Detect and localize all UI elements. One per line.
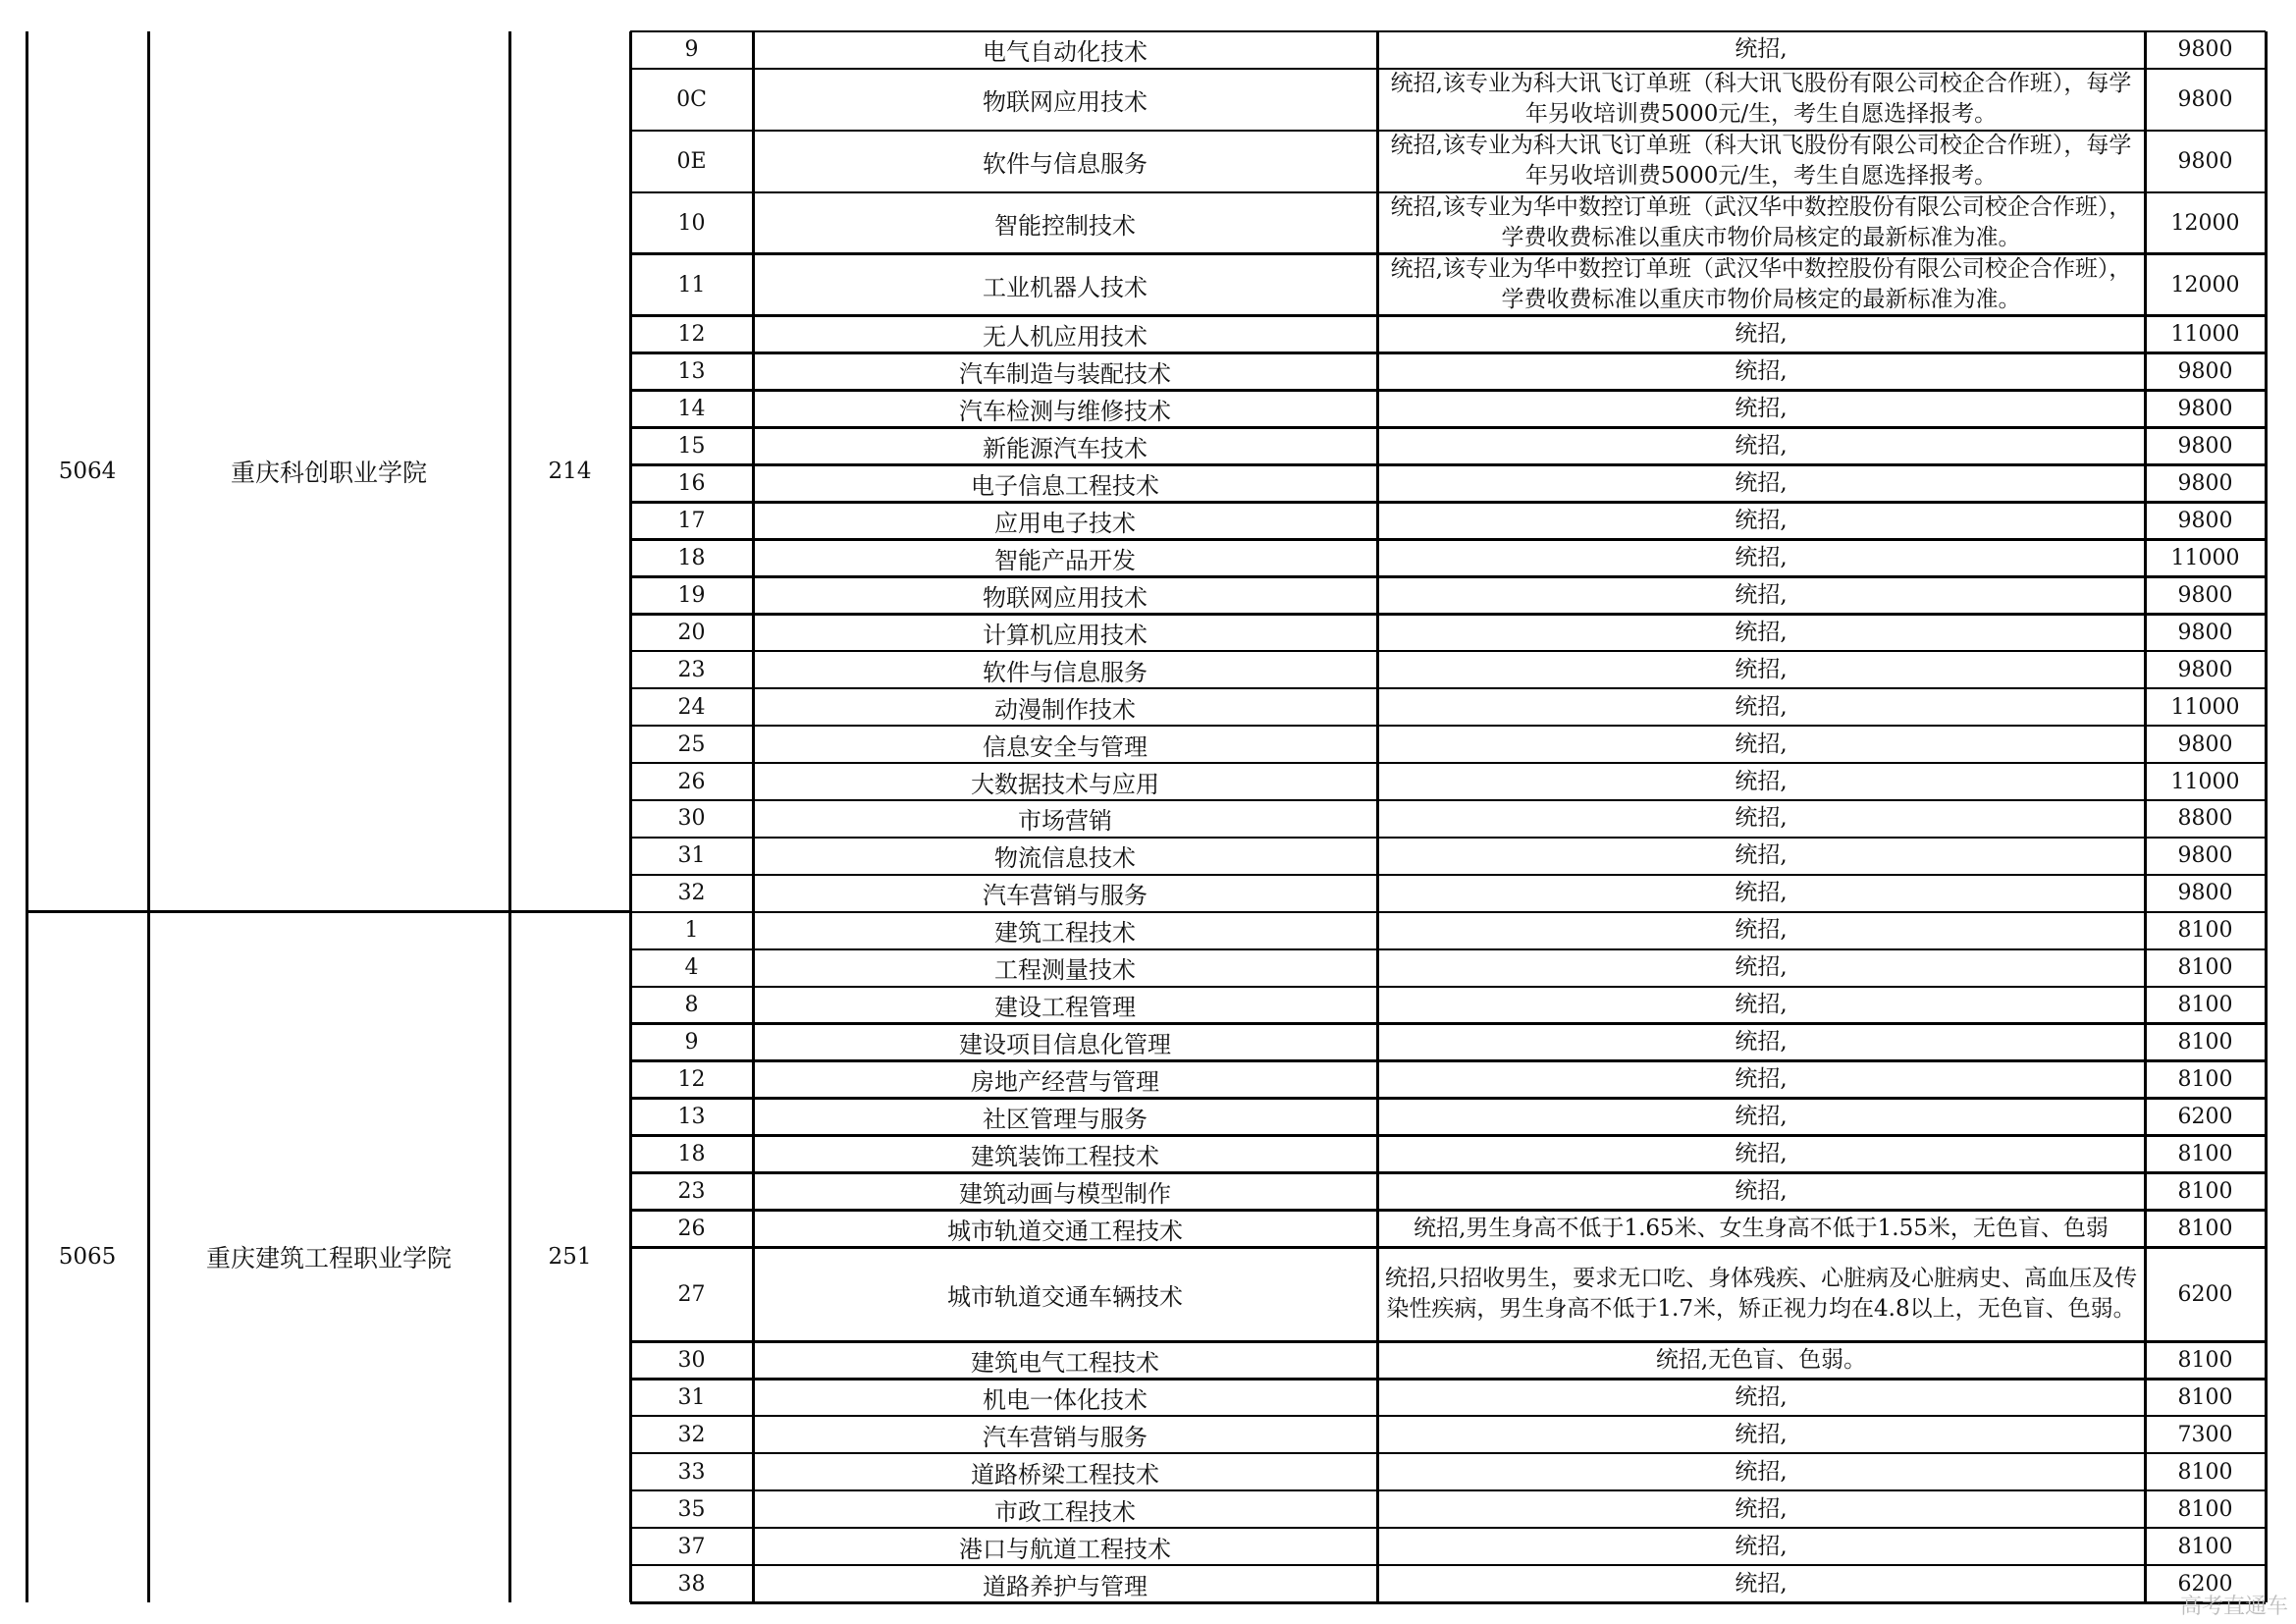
major-code: 25 — [677, 731, 706, 757]
tuition-fee: 11000 — [2170, 694, 2240, 720]
major-name: 市场营销 — [1018, 807, 1112, 836]
remark: 统招, — [1735, 805, 1788, 832]
tuition-fee: 9800 — [2177, 37, 2233, 63]
remark: 统招, — [1735, 1495, 1788, 1522]
major-code: 23 — [677, 657, 706, 682]
major-name: 软件与信息服务 — [983, 149, 1148, 178]
tuition-fee: 8100 — [2177, 918, 2233, 944]
remark: 统招,只招收男生，要求无口吃、身体残疾、心脏病及心脏病史、高血压及传染性疾病，男生身高不低于1.7米，矫正视力均在4.8以上，无色盲、色弱。 — [1384, 1266, 2138, 1323]
tuition-fee: 12000 — [2170, 272, 2240, 298]
tuition-fee: 8100 — [2177, 1216, 2233, 1241]
tuition-fee: 9800 — [2177, 881, 2233, 906]
major-name: 房地产经营与管理 — [971, 1068, 1159, 1097]
major-code: 13 — [677, 359, 706, 385]
major-code: 30 — [677, 1347, 706, 1373]
remark: 统招,该专业为华中数控订单班（武汉华中数控股份有限公司校企合作班），学费收费标准以重庆市物价局核定的最新标准为准。 — [1390, 194, 2132, 251]
major-code: 18 — [677, 1142, 706, 1167]
major-name: 电气自动化技术 — [983, 38, 1148, 67]
tuition-fee: 9800 — [2177, 508, 2233, 533]
major-code: 12 — [677, 1067, 706, 1093]
tuition-fee: 6200 — [2177, 1571, 2233, 1597]
tuition-fee: 11000 — [2170, 322, 2240, 348]
major-code: 1 — [684, 918, 699, 944]
tuition-fee: 8100 — [2177, 1030, 2233, 1056]
major-name: 道路桥梁工程技术 — [971, 1460, 1159, 1489]
remark: 统招,无色盲、色弱。 — [1655, 1346, 1867, 1373]
major-code: 32 — [677, 881, 706, 906]
major-code: 13 — [677, 1105, 706, 1130]
major-code: 9 — [684, 37, 699, 63]
school-code: 5064 — [58, 459, 117, 485]
major-name: 汽车制造与装配技术 — [959, 360, 1171, 389]
major-code: 32 — [677, 1422, 706, 1447]
plan-count: 214 — [548, 459, 592, 485]
major-code: 8 — [684, 993, 699, 1018]
watermark: 高考直通车 — [2179, 1595, 2288, 1619]
tuition-fee: 9800 — [2177, 731, 2233, 757]
remark: 统招, — [1735, 619, 1788, 645]
tuition-fee: 9800 — [2177, 148, 2233, 174]
major-name: 电子信息工程技术 — [971, 471, 1159, 500]
major-name: 建筑动画与模型制作 — [959, 1180, 1171, 1209]
tuition-fee: 9800 — [2177, 470, 2233, 496]
major-code: 18 — [677, 545, 706, 570]
school-name: 重庆建筑工程职业学院 — [205, 1244, 452, 1273]
major-code: 33 — [677, 1459, 706, 1485]
remark: 统招, — [1735, 1104, 1788, 1130]
tuition-fee: 8100 — [2177, 1347, 2233, 1373]
remark: 统招,男生身高不低于1.65米、女生身高不低于1.55米，无色盲、色弱 — [1414, 1215, 2109, 1241]
major-code: 20 — [677, 620, 706, 645]
remark: 统招, — [1735, 1178, 1788, 1205]
major-code: 24 — [677, 694, 706, 720]
major-name: 汽车营销与服务 — [983, 882, 1148, 910]
major-name: 机电一体化技术 — [983, 1385, 1148, 1414]
major-name: 物联网应用技术 — [983, 87, 1148, 116]
major-name: 动漫制作技术 — [994, 695, 1136, 724]
major-code: 4 — [684, 955, 699, 981]
remark: 统招, — [1735, 358, 1788, 385]
major-name: 汽车营销与服务 — [983, 1423, 1148, 1451]
remark: 统招, — [1735, 1029, 1788, 1056]
tuition-fee: 9800 — [2177, 582, 2233, 608]
remark: 统招, — [1735, 469, 1788, 496]
major-code: 14 — [677, 397, 706, 421]
major-code: 31 — [677, 843, 706, 869]
major-name: 城市轨道交通工程技术 — [947, 1217, 1183, 1245]
remark: 统招, — [1735, 1383, 1788, 1410]
major-name: 软件与信息服务 — [983, 658, 1148, 686]
major-code: 19 — [677, 582, 706, 608]
tuition-fee: 6200 — [2177, 1281, 2233, 1307]
major-name: 建设工程管理 — [994, 994, 1136, 1022]
major-name: 工程测量技术 — [994, 956, 1136, 985]
remark: 统招,该专业为科大讯飞订单班（科大讯飞股份有限公司校企合作班），每学年另收培训费5000元/生，考生自愿选择报考。 — [1390, 133, 2132, 189]
remark: 统招, — [1735, 656, 1788, 682]
remark: 统招, — [1735, 1141, 1788, 1167]
tuition-fee: 7300 — [2177, 1422, 2233, 1447]
major-name: 道路养护与管理 — [983, 1572, 1148, 1600]
remark: 统招,该专业为华中数控订单班（武汉华中数控股份有限公司校企合作班），学费收费标准以重庆市物价局核定的最新标准为准。 — [1390, 256, 2132, 313]
major-name: 物联网应用技术 — [983, 583, 1148, 612]
major-code: 35 — [677, 1496, 706, 1522]
remark: 统招, — [1735, 1421, 1788, 1447]
major-code: 15 — [677, 433, 706, 459]
tuition-fee: 8100 — [2177, 1067, 2233, 1093]
remark: 统招, — [1735, 36, 1788, 63]
remark: 统招, — [1735, 321, 1788, 348]
remark: 统招, — [1735, 693, 1788, 720]
major-name: 智能产品开发 — [994, 546, 1136, 574]
major-code: 26 — [677, 1216, 706, 1241]
tuition-fee: 8100 — [2177, 955, 2233, 981]
major-code: 23 — [677, 1179, 706, 1205]
remark: 统招, — [1735, 731, 1788, 757]
plan-count: 251 — [548, 1244, 592, 1271]
major-code: 38 — [677, 1571, 706, 1597]
major-code: 37 — [677, 1534, 706, 1559]
tuition-fee: 8100 — [2177, 993, 2233, 1018]
remark: 统招, — [1735, 581, 1788, 608]
major-code: 27 — [677, 1281, 706, 1307]
remark: 统招, — [1735, 1570, 1788, 1597]
major-code: 11 — [677, 272, 706, 298]
major-name: 市政工程技术 — [994, 1497, 1136, 1526]
major-name: 工业机器人技术 — [983, 273, 1148, 301]
remark: 统招, — [1735, 768, 1788, 794]
tuition-fee: 12000 — [2170, 210, 2240, 236]
remark: 统招, — [1735, 954, 1788, 981]
tuition-fee: 11000 — [2170, 545, 2240, 570]
major-code: 10 — [677, 210, 706, 236]
remark: 统招, — [1735, 1458, 1788, 1485]
remark: 统招,该专业为科大讯飞订单班（科大讯飞股份有限公司校企合作班），每学年另收培训费5000元/生，考生自愿选择报考。 — [1390, 71, 2132, 128]
major-name: 计算机应用技术 — [983, 621, 1148, 649]
remark: 统招, — [1735, 1533, 1788, 1559]
tuition-fee: 9800 — [2177, 433, 2233, 459]
remark: 统招, — [1735, 842, 1788, 869]
major-code: 31 — [677, 1384, 706, 1410]
remark: 统招, — [1735, 432, 1788, 459]
school-name: 重庆科创职业学院 — [230, 459, 427, 488]
tuition-fee: 6200 — [2177, 1105, 2233, 1130]
tuition-fee: 9800 — [2177, 843, 2233, 869]
tuition-fee: 9800 — [2177, 359, 2233, 385]
major-code: 12 — [677, 322, 706, 348]
major-name: 建筑电气工程技术 — [971, 1348, 1159, 1377]
major-name: 建筑工程技术 — [994, 919, 1136, 947]
major-code: 17 — [677, 508, 706, 533]
tuition-fee: 8800 — [2177, 806, 2233, 832]
remark: 统招, — [1735, 880, 1788, 906]
major-code: 0C — [676, 86, 707, 112]
tuition-fee: 8100 — [2177, 1496, 2233, 1522]
major-name: 社区管理与服务 — [983, 1106, 1148, 1134]
major-name: 汽车检测与维修技术 — [959, 398, 1171, 425]
major-name: 城市轨道交通车辆技术 — [947, 1282, 1183, 1311]
major-name: 信息安全与管理 — [983, 732, 1148, 761]
tuition-fee: 9800 — [2177, 86, 2233, 112]
remark: 统招, — [1735, 507, 1788, 533]
tuition-fee: 11000 — [2170, 769, 2240, 794]
tuition-fee: 8100 — [2177, 1179, 2233, 1205]
tuition-fee: 9800 — [2177, 657, 2233, 682]
tuition-fee: 8100 — [2177, 1384, 2233, 1410]
major-name: 应用电子技术 — [994, 509, 1136, 537]
tuition-fee: 8100 — [2177, 1459, 2233, 1485]
grid-line-horizontal — [630, 1601, 2266, 1604]
tuition-fee: 8100 — [2177, 1534, 2233, 1559]
major-code: 30 — [677, 806, 706, 832]
remark: 统招, — [1735, 917, 1788, 944]
major-name: 无人机应用技术 — [983, 323, 1148, 352]
tuition-fee: 9800 — [2177, 620, 2233, 645]
remark: 统招, — [1735, 1066, 1788, 1093]
major-name: 建筑装饰工程技术 — [971, 1143, 1159, 1171]
major-code: 26 — [677, 769, 706, 794]
major-name: 新能源汽车技术 — [983, 434, 1148, 462]
tuition-fee: 9800 — [2177, 397, 2233, 421]
major-code: 16 — [677, 470, 706, 496]
major-name: 物流信息技术 — [994, 844, 1136, 873]
school-code: 5065 — [58, 1244, 117, 1271]
major-name: 大数据技术与应用 — [971, 770, 1159, 798]
remark: 统招, — [1735, 396, 1788, 421]
major-name: 智能控制技术 — [994, 211, 1136, 240]
remark: 统招, — [1735, 992, 1788, 1018]
remark: 统招, — [1735, 544, 1788, 570]
tuition-fee: 8100 — [2177, 1142, 2233, 1167]
major-name: 建设项目信息化管理 — [959, 1031, 1171, 1059]
major-code: 0E — [676, 148, 707, 174]
major-name: 港口与航道工程技术 — [959, 1535, 1171, 1563]
major-code: 9 — [684, 1030, 699, 1056]
